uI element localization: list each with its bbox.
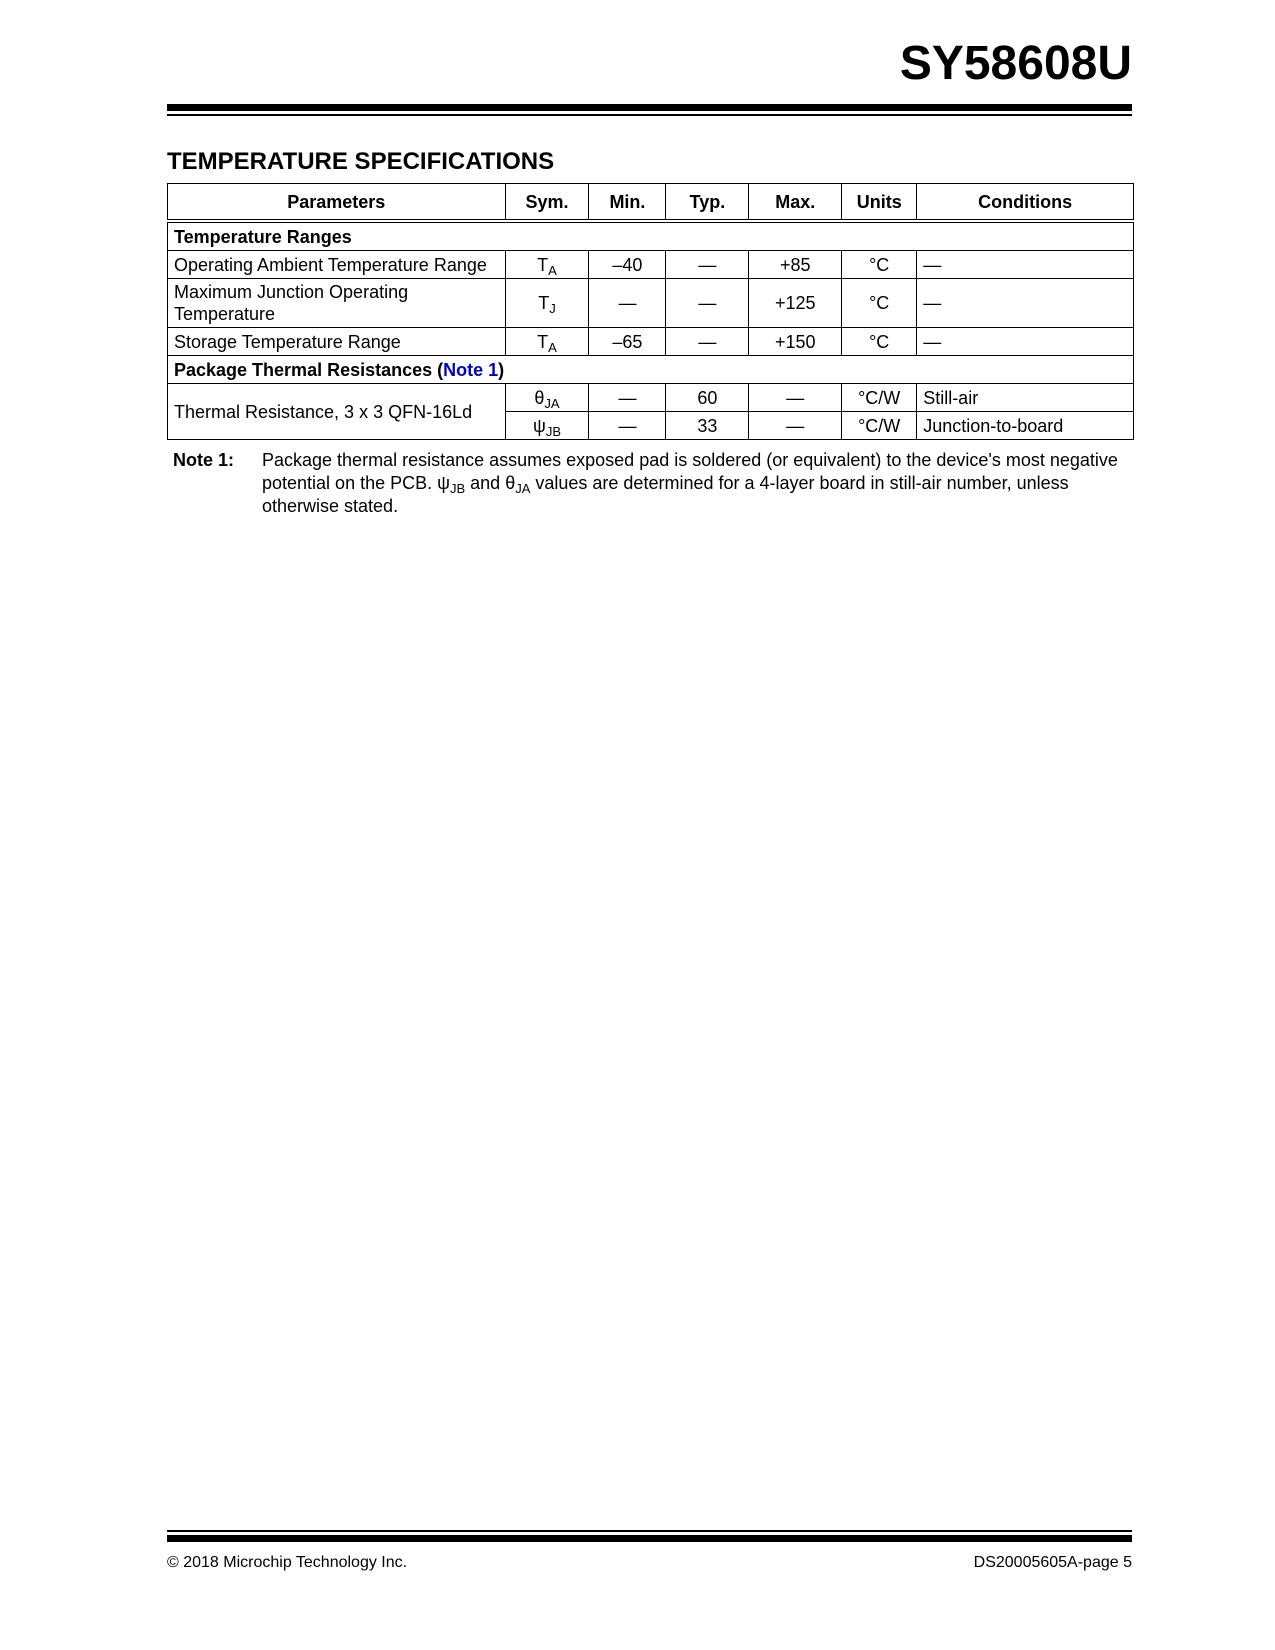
param-cell: Maximum Junction Operating Temperature [168, 279, 506, 328]
sym-cell [505, 384, 589, 412]
units-cell: °C [842, 279, 917, 328]
min-cell: — [589, 279, 666, 328]
typ-cell: 60 [666, 384, 749, 412]
group-label [168, 356, 1134, 384]
sym-base: θ [534, 387, 545, 408]
max-cell: +85 [749, 251, 842, 279]
max-cell: — [749, 412, 842, 440]
units-cell: °C [842, 251, 917, 279]
header-parameters: Parameters [168, 184, 506, 222]
section-title: TEMPERATURE SPECIFICATIONS [167, 148, 555, 175]
sym-sub: A [548, 339, 557, 355]
note-text-c: values are determined for a 4-layer board in still-air number, unless otherwise stated. [262, 473, 1069, 516]
note-text-a: Package thermal resistance assumes exposed pad is soldered (or equivalent) to the device's most negative potential on the PCB. [262, 450, 1118, 493]
header-max: Max. [749, 184, 842, 222]
table-row [168, 328, 1134, 356]
min-cell: –65 [589, 328, 666, 356]
min-cell: — [589, 384, 666, 412]
table-row [168, 279, 1134, 328]
sym-sub: J [549, 301, 556, 316]
header-rule-thick [167, 104, 1132, 111]
cond-cell: Still-air [917, 384, 1134, 412]
table-header-row [168, 184, 1134, 222]
sym-cell [505, 412, 589, 440]
max-cell: +150 [749, 328, 842, 356]
min-cell: –40 [589, 251, 666, 279]
psi-sub: JB [449, 481, 466, 496]
typ-cell: 33 [666, 412, 749, 440]
header-units: Units [842, 184, 917, 222]
sym-base: ψ [532, 415, 546, 436]
document-title: SY58608U [899, 37, 1132, 90]
group-label-text: Package Thermal Resistances ( [174, 359, 444, 380]
units-cell: °C/W [842, 412, 917, 440]
psi-symbol: ψ [437, 473, 450, 493]
typ-cell: — [666, 279, 749, 328]
header-conditions: Conditions [917, 184, 1134, 222]
theta-sub: JA [515, 481, 531, 496]
max-cell: — [749, 384, 842, 412]
cond-cell: — [917, 251, 1134, 279]
min-cell: — [589, 412, 666, 440]
note-1-link[interactable]: Note 1 [443, 359, 499, 380]
theta-symbol: θ [505, 473, 516, 493]
sym-sub: JA [544, 395, 560, 411]
header-sym: Sym. [505, 184, 589, 222]
group-row-temperature-ranges [168, 221, 1134, 251]
note-label: Note 1: [173, 450, 235, 470]
sym-sub: A [548, 262, 557, 278]
sym-cell [505, 279, 589, 328]
group-row-package-thermal [168, 356, 1134, 384]
sym-cell [505, 328, 589, 356]
table-row [168, 251, 1134, 279]
note-text [262, 449, 1122, 518]
cond-cell: Junction-to-board [917, 412, 1134, 440]
note-text-b: and [465, 473, 506, 493]
footer-rule-thin [167, 1530, 1132, 1532]
sym-base: T [537, 331, 549, 352]
cond-cell: — [917, 279, 1134, 328]
group-label-suffix: ) [498, 359, 505, 380]
param-cell: Thermal Resistance, 3 x 3 QFN-16Ld [168, 384, 506, 440]
header-typ: Typ. [666, 184, 749, 222]
header-min: Min. [589, 184, 666, 222]
units-cell: °C [842, 328, 917, 356]
typ-cell: — [666, 328, 749, 356]
group-label: Temperature Ranges [168, 221, 1134, 251]
table-row [168, 384, 1134, 412]
footer-rule-thick [167, 1535, 1132, 1542]
temperature-spec-table [167, 183, 1134, 440]
copyright: © 2018 Microchip Technology Inc. [167, 1554, 408, 1571]
sym-base: T [537, 254, 549, 275]
sym-base: T [538, 293, 550, 313]
header-rule-thin [167, 114, 1132, 116]
units-cell: °C/W [842, 384, 917, 412]
param-cell: Operating Ambient Temperature Range [168, 251, 506, 279]
typ-cell: — [666, 251, 749, 279]
cond-cell: — [917, 328, 1134, 356]
sym-cell [505, 251, 589, 279]
sym-sub: JB [545, 423, 561, 439]
param-cell: Storage Temperature Range [168, 328, 506, 356]
max-cell: +125 [749, 279, 842, 328]
page-number: DS20005605A-page 5 [973, 1554, 1132, 1571]
